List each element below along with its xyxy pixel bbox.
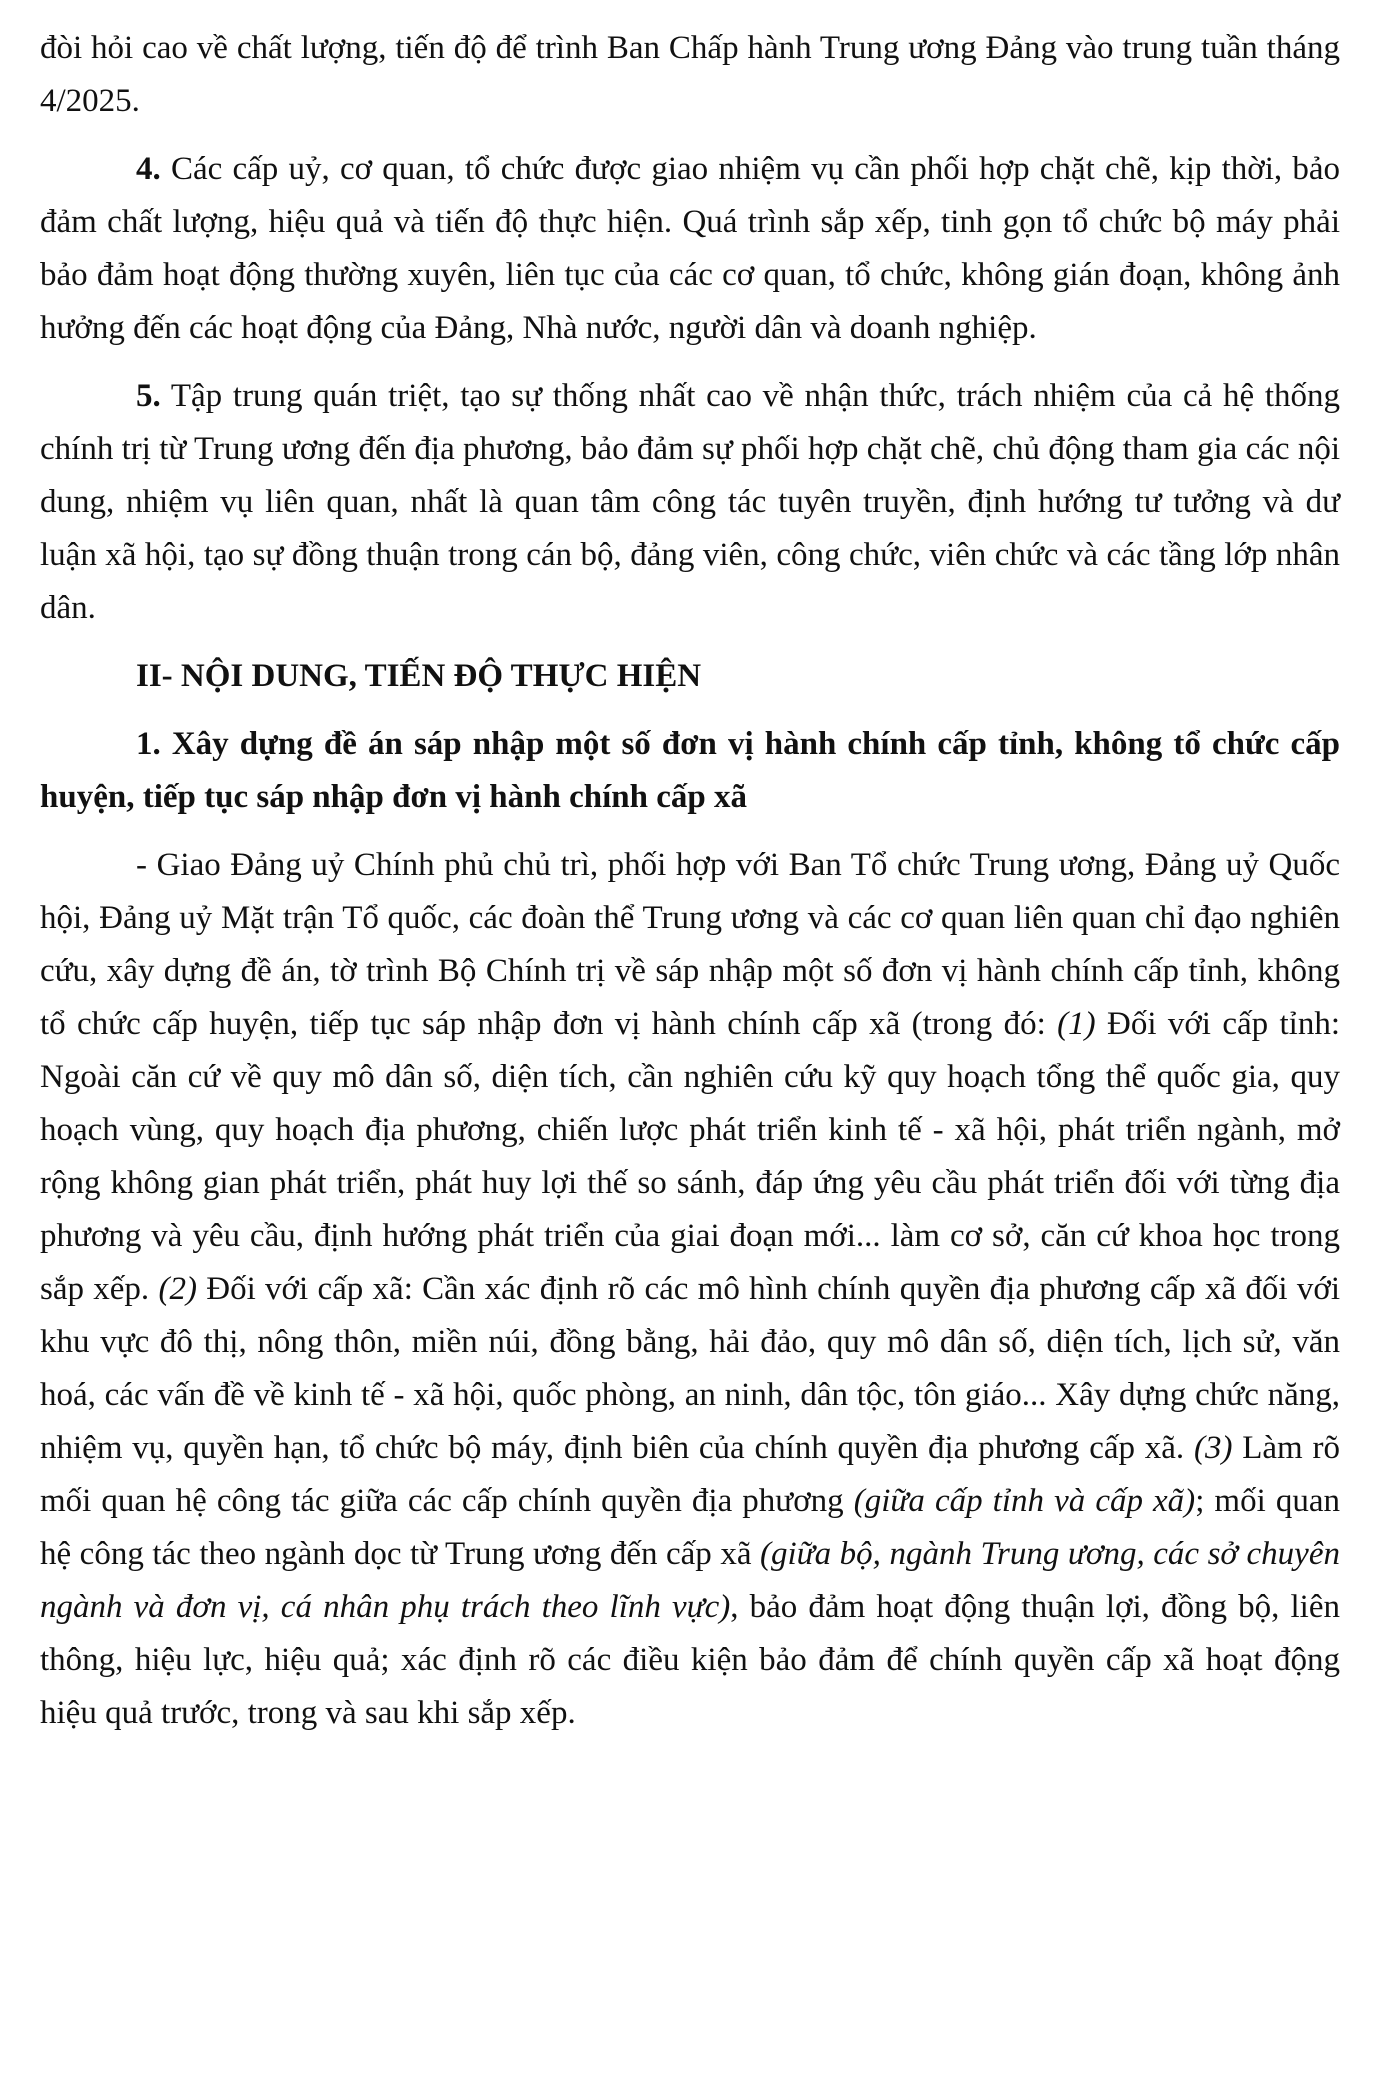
paragraph-text: Các cấp uỷ, cơ quan, tổ chức được giao nhiệm vụ cần phối hợp chặt chẽ, kịp thời, bảo đảm chất lượng, hiệu quả và tiến độ thực hiện. Quá trình sắp xếp, tinh gọn tổ chức bộ máy phải bảo đảm hoạt động thường xuyên, liên tục của các cơ quan, tổ chức, không gián đoạn, không ảnh hưởng đến các hoạt động của Đảng, Nhà nước, người dân và doanh nghiệp. [40, 151, 1340, 346]
paragraph-item-5 [40, 370, 1340, 635]
body-text-1: - Giao Đảng uỷ Chính phủ chủ trì, phối hợp với Ban Tổ chức Trung ương, Đảng uỷ Quốc hội, Đảng uỷ Mặt trận Tổ quốc, các đoàn thể Trung ương và các cơ quan liên quan chỉ đạo nghiên cứu, xây dựng đề án, tờ trình Bộ Chính trị về sáp nhập một số đơn vị hành chính cấp tỉnh, không tổ chức cấp huyện, tiếp tục sáp nhập đơn vị hành chính cấp xã (trong đó: [40, 847, 1340, 1042]
item-number: 4. [136, 151, 161, 187]
body-text-5: ; mối quan hệ công tác theo ngành dọc từ Trung ương đến cấp xã [40, 1483, 1340, 1572]
body-text-3: Đối với cấp xã: Cần xác định rõ các mô hình chính quyền địa phương cấp xã đối với khu vực đô thị, nông thôn, miền núi, đồng bằng, hải đảo, quy mô dân số, diện tích, lịch sử, văn hoá, các vấn đề về kinh tế - xã hội, quốc phòng, an ninh, dân tộc, tôn giáo... Xây dựng chức năng, nhiệm vụ, quyền hạn, tổ chức bộ máy, định biên của chính quyền địa phương cấp xã. [40, 1271, 1340, 1466]
body-paragraph [40, 839, 1340, 1740]
italic-note-2: (giữa bộ, ngành Trung ương, các sở chuyên ngành và đơn vị, cá nhân phụ trách theo lĩnh vực) [40, 1536, 1340, 1625]
subsection-heading: 1. Xây dựng đề án sáp nhập một số đơn vị hành chính cấp tỉnh, không tổ chức cấp huyện, tiếp tục sáp nhập đơn vị hành chính cấp xã [40, 726, 1340, 815]
body-text-2: Đối với cấp tỉnh: Ngoài căn cứ về quy mô dân số, diện tích, cần nghiên cứu kỹ quy hoạch tổng thể quốc gia, quy hoạch vùng, quy hoạch địa phương, chiến lược phát triển kinh tế - xã hội, phát triển ngành, mở rộng không gian phát triển, phát huy lợi thế so sánh, đáp ứng yêu cầu phát triển đối với từng địa phương và yêu cầu, định hướng phát triển của giai đoạn mới... làm cơ sở, căn cứ khoa học trong sắp xếp. [40, 1006, 1340, 1307]
section-heading: II- NỘI DUNG, TIẾN ĐỘ THỰC HIỆN [136, 658, 702, 694]
marker-1: (1) [1057, 1006, 1096, 1042]
paragraph-text: Tập trung quán triệt, tạo sự thống nhất cao về nhận thức, trách nhiệm của cả hệ thống chính trị từ Trung ương đến địa phương, bảo đảm sự phối hợp chặt chẽ, chủ động tham gia các nội dung, nhiệm vụ liên quan, nhất là quan tâm công tác tuyên truyền, định hướng tư tưởng và dư luận xã hội, tạo sự đồng thuận trong cán bộ, đảng viên, công chức, viên chức và các tầng lớp nhân dân. [40, 378, 1340, 626]
document-page [40, 22, 1340, 1740]
italic-note-1: (giữa cấp tỉnh và cấp xã) [853, 1483, 1196, 1519]
body-text-6: , bảo đảm hoạt động thuận lợi, đồng bộ, liên thông, hiệu lực, hiệu quả; xác định rõ các điều kiện bảo đảm để chính quyền cấp xã hoạt động hiệu quả trước, trong và sau khi sắp xếp. [40, 1589, 1340, 1731]
paragraph-text: đòi hỏi cao về chất lượng, tiến độ để trình Ban Chấp hành Trung ương Đảng vào trung tuần tháng 4/2025. [40, 30, 1340, 119]
body-text-4: Làm rõ mối quan hệ công tác giữa các cấp chính quyền địa phương [40, 1430, 1340, 1519]
item-number: 5. [136, 378, 161, 414]
paragraph-continuation [40, 22, 1340, 128]
marker-3: (3) [1193, 1430, 1233, 1466]
marker-2: (2) [158, 1271, 197, 1307]
paragraph-item-4 [40, 143, 1340, 355]
